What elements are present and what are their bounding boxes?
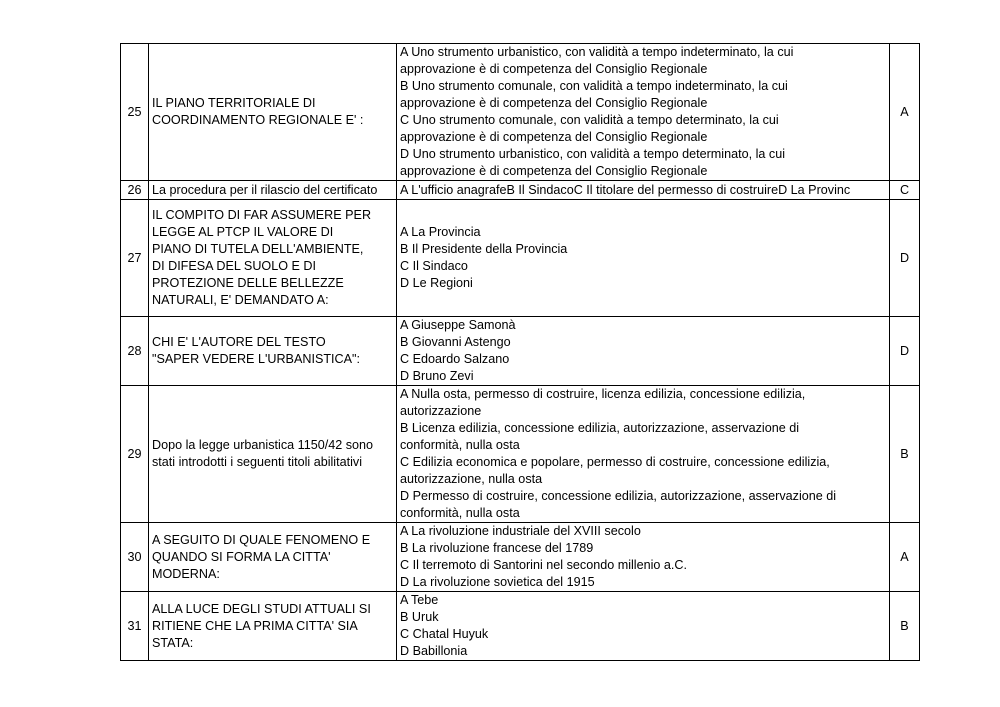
- answer-option: [400, 78, 886, 112]
- question-text-line: CHI E' L'AUTORE DEL TESTO: [152, 335, 326, 349]
- question-text-line: PROTEZIONE DELLE BELLEZZE: [152, 276, 344, 290]
- question-text-line: ALLA LUCE DEGLI STUDI ATTUALI SI: [152, 601, 371, 616]
- question-number: 25: [121, 44, 149, 181]
- answer-option-line: approvazione è di competenza del Consiglio Regionale: [400, 96, 708, 110]
- quiz-table: [120, 43, 920, 661]
- answer-options: [397, 592, 890, 661]
- answer-option-line: C Edilizia economica e popolare, permesso di costruire, concessione edilizia,: [400, 455, 830, 469]
- question-row: [121, 592, 920, 661]
- question-number: 26: [121, 181, 149, 200]
- question-text-line: stati introdotti i seguenti titoli abilitativi: [152, 455, 362, 469]
- answer-option: [400, 317, 886, 334]
- answer-option-line: A La rivoluzione industriale del XVIII secolo: [400, 524, 641, 538]
- question-text: [149, 200, 397, 317]
- answer-option-line: conformità, nulla osta: [400, 438, 520, 452]
- answer-options: [397, 386, 890, 523]
- question-text: [149, 523, 397, 592]
- answer-option-line: A La Provincia: [400, 225, 481, 239]
- answer-option-line: D Le Regioni: [400, 276, 473, 290]
- question-text-line: RITIENE CHE LA PRIMA CITTA' SIA: [152, 618, 358, 633]
- answer-option: [400, 643, 886, 660]
- answer-option-line: A Giuseppe Samonà: [400, 318, 516, 332]
- answer-option-line: A L'ufficio anagrafeB Il SindacoC Il titolare del permesso di costruireD La Provinc: [400, 182, 851, 197]
- question-text-line: LEGGE AL PTCP IL VALORE DI: [152, 225, 334, 239]
- question-text-line: "SAPER VEDERE L'URBANISTICA":: [152, 352, 360, 366]
- question-number: 28: [121, 317, 149, 386]
- answer-option-line: A Uno strumento urbanistico, con validità a tempo indeterminato, la cui: [400, 45, 794, 59]
- question-number: 30: [121, 523, 149, 592]
- correct-answer: A: [890, 523, 920, 592]
- answer-options: [397, 181, 890, 200]
- question-text: [149, 386, 397, 523]
- answer-option-line: B Uruk: [400, 610, 439, 624]
- question-text-line: La procedura per il rilascio del certificato: [152, 182, 378, 197]
- answer-option: [400, 146, 886, 180]
- answer-option-line: autorizzazione, nulla osta: [400, 472, 543, 486]
- question-text: [149, 181, 397, 200]
- question-text-line: A SEGUITO DI QUALE FENOMENO E: [152, 532, 371, 547]
- correct-answer: A: [890, 44, 920, 181]
- answer-option-line: B La rivoluzione francese del 1789: [400, 541, 594, 555]
- answer-option: [400, 112, 886, 146]
- answer-option: [400, 454, 886, 488]
- answer-option-line: C Edoardo Salzano: [400, 352, 510, 366]
- answer-option-line: A Tebe: [400, 593, 439, 607]
- answer-option-line: conformità, nulla osta: [400, 506, 520, 520]
- question-text-line: PIANO DI TUTELA DELL'AMBIENTE,: [152, 242, 364, 256]
- answer-option: [400, 557, 886, 574]
- answer-option-line: approvazione è di competenza del Consiglio Regionale: [400, 164, 708, 178]
- question-number: 31: [121, 592, 149, 661]
- correct-answer: B: [890, 386, 920, 523]
- correct-answer: D: [890, 200, 920, 317]
- answer-options: [397, 44, 890, 181]
- answer-option-line: C Il Sindaco: [400, 259, 468, 273]
- answer-option: [400, 182, 886, 199]
- question-text-line: MODERNA:: [152, 566, 220, 581]
- answer-option-line: C Chatal Huyuk: [400, 627, 489, 641]
- question-row: [121, 317, 920, 386]
- correct-answer: C: [890, 181, 920, 200]
- answer-option: [400, 609, 886, 626]
- answer-option-line: D Babillonia: [400, 644, 468, 658]
- question-row: [121, 200, 920, 317]
- answer-option: [400, 258, 886, 275]
- question-text: [149, 592, 397, 661]
- answer-option: [400, 523, 886, 540]
- answer-options: [397, 200, 890, 317]
- answer-option-line: D Bruno Zevi: [400, 369, 474, 383]
- answer-option: [400, 334, 886, 351]
- answer-option: [400, 44, 886, 78]
- quiz-table-body: [121, 44, 920, 661]
- question-row: [121, 181, 920, 200]
- question-text-line: IL COMPITO DI FAR ASSUMERE PER: [152, 208, 372, 222]
- answer-options: [397, 317, 890, 386]
- question-text: [149, 44, 397, 181]
- answer-option-line: B Il Presidente della Provincia: [400, 242, 568, 256]
- answer-option: [400, 241, 886, 258]
- answer-options: [397, 523, 890, 592]
- answer-option: [400, 420, 886, 454]
- answer-option: [400, 224, 886, 241]
- answer-option-line: A Nulla osta, permesso di costruire, licenza edilizia, concessione edilizia,: [400, 387, 806, 401]
- question-text-line: STATA:: [152, 635, 194, 650]
- correct-answer: B: [890, 592, 920, 661]
- question-text-line: NATURALI, E' DEMANDATO A:: [152, 293, 329, 307]
- question-text-line: QUANDO SI FORMA LA CITTA': [152, 549, 331, 564]
- answer-option: [400, 351, 886, 368]
- answer-option: [400, 275, 886, 292]
- answer-option-line: B Giovanni Astengo: [400, 335, 511, 349]
- answer-option: [400, 488, 886, 522]
- question-number: 27: [121, 200, 149, 317]
- question-row: [121, 44, 920, 181]
- answer-option-line: C Il terremoto di Santorini nel secondo millenio a.C.: [400, 558, 687, 572]
- question-row: [121, 386, 920, 523]
- question-row: [121, 523, 920, 592]
- answer-option-line: autorizzazione: [400, 404, 482, 418]
- answer-option: [400, 540, 886, 557]
- answer-option-line: D La rivoluzione sovietica del 1915: [400, 575, 595, 589]
- answer-option-line: approvazione è di competenza del Consiglio Regionale: [400, 62, 708, 76]
- question-number: 29: [121, 386, 149, 523]
- question-text-line: IL PIANO TERRITORIALE DI: [152, 96, 316, 110]
- answer-option: [400, 574, 886, 591]
- answer-option: [400, 592, 886, 609]
- answer-option-line: B Uno strumento comunale, con validità a tempo indeterminato, la cui: [400, 79, 788, 93]
- answer-option-line: C Uno strumento comunale, con validità a tempo determinato, la cui: [400, 113, 779, 127]
- answer-option-line: approvazione è di competenza del Consiglio Regionale: [400, 130, 708, 144]
- answer-option-line: B Licenza edilizia, concessione edilizia, autorizzazione, asservazione di: [400, 421, 800, 435]
- answer-option-line: D Uno strumento urbanistico, con validità a tempo determinato, la cui: [400, 147, 786, 161]
- question-text-line: DI DIFESA DEL SUOLO E DI: [152, 259, 316, 273]
- question-text: [149, 317, 397, 386]
- correct-answer: D: [890, 317, 920, 386]
- question-text-line: COORDINAMENTO REGIONALE E' :: [152, 113, 364, 127]
- question-text-line: Dopo la legge urbanistica 1150/42 sono: [152, 438, 374, 452]
- answer-option: [400, 386, 886, 420]
- answer-option-line: D Permesso di costruire, concessione edilizia, autorizzazione, asservazione di: [400, 489, 837, 503]
- answer-option: [400, 368, 886, 385]
- answer-option: [400, 626, 886, 643]
